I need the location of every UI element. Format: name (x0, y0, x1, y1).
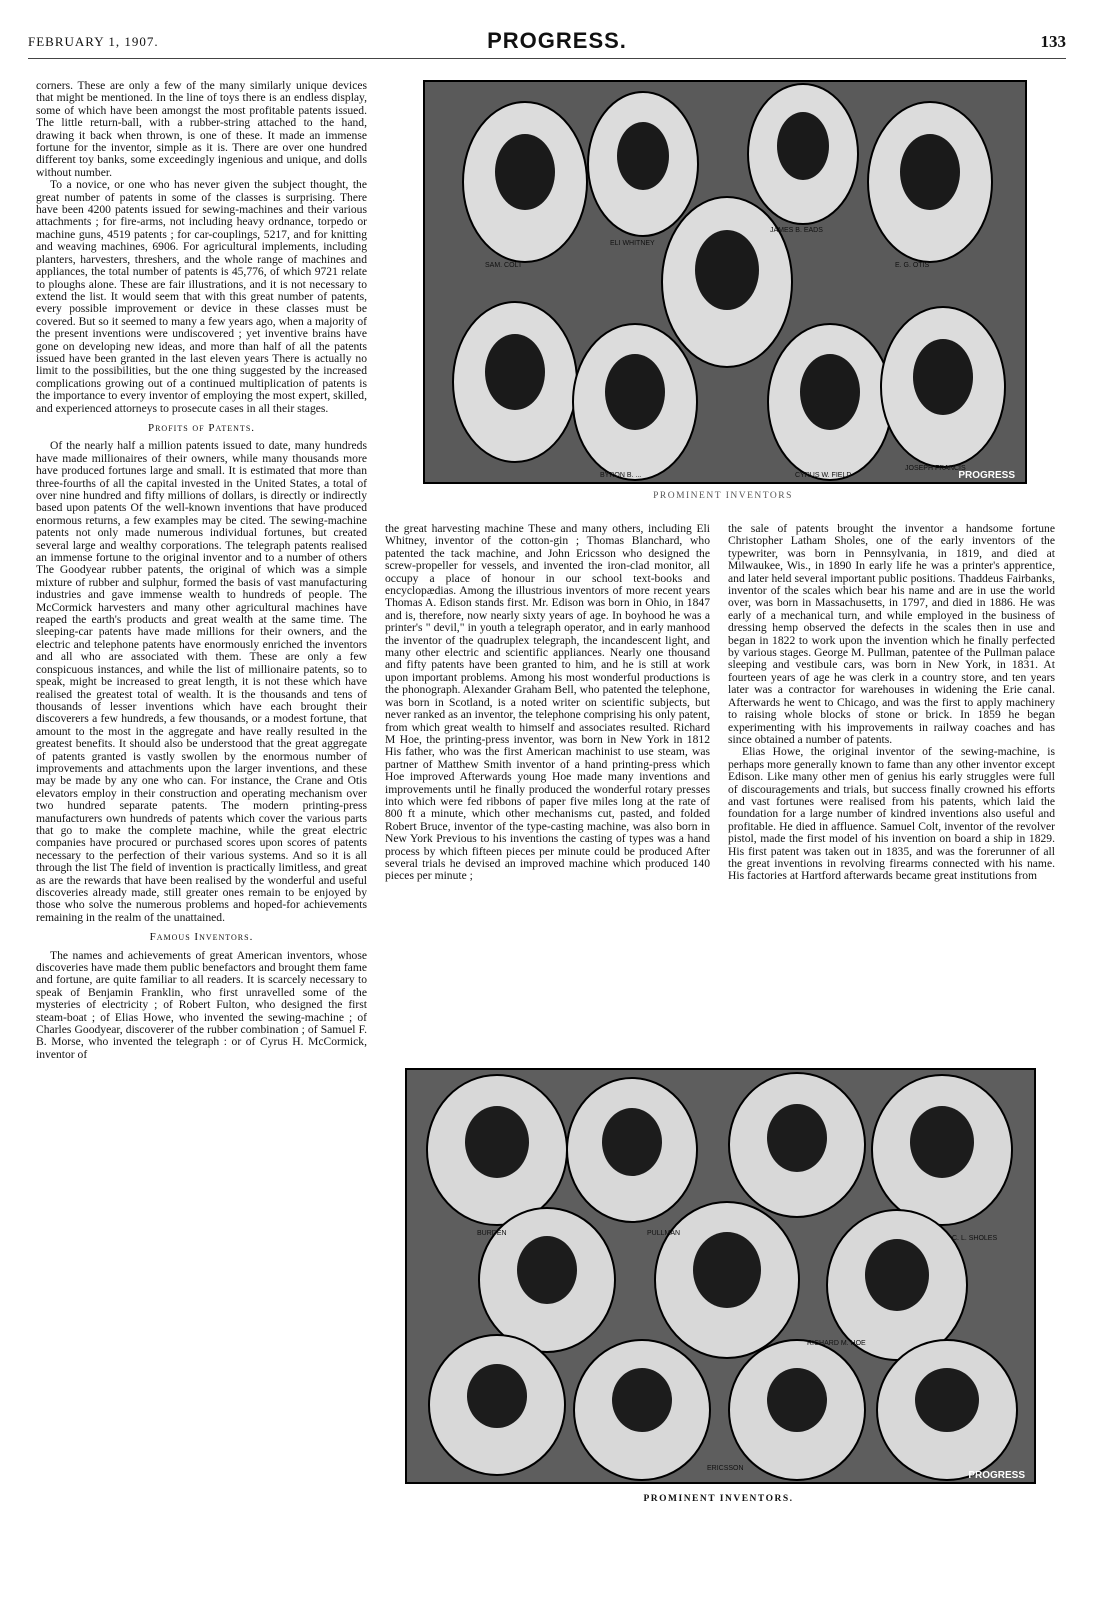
portrait-plate-bottom (405, 1068, 1036, 1484)
paragraph: the great harvesting machine These and many others, including Eli Whitney, inventor of the cotton-gin ; Thomas Blanchard, who patented the tack machine, and John Ericsson who designed the screw-propeller for vessels, and invented the iron-clad monitor, all occupy a place of honour in our school text-books and encyclopædias. Among the illustrious inventors of more recent years Thomas A. Edison stands first. Mr. Edison was born in Ohio, in 1847 and is, therefore, now nearly sixty years of age. In boyhood he was a printer's " devil," in youth a telegraph operator, and in early manhood the inventor of the quadruplex telegraph, the incandescent light, and many other electric and scientific appliances. Nearly one thousand and fifty patents have been granted to him, and he is still at work upon important problems. Among his most wonderful productions is the phonograph. Alexander Graham Bell, who patented the telephone, was born in Scotland, is a noted writer on scientific subjects, but never ranked as an inventor, the telephone comprising his only patent, from which great wealth to himself and associates resulted. Richard M Hoe, the printing-press inventor, was born in New York in 1812 His father, who was the first American machinist to use steam, was partner of Matthew Smith inventor of a hand printing-press which Hoe improved Afterwards young Hoe made many inventions and improvements until he finally produced the wonderful rotary presses into which were fed ribbons of paper five miles long at the rate of 800 ft a minute, which other mechanisms cut, pasted, and folded Robert Bruce, inventor of the type-casting machine, was also born in New York Previous to his inventions the casting of types was a hand process by which fifteen pieces per minute could be produced After several trials he devised an improved machine which produced 140 pieces per minute ; (385, 523, 710, 883)
plate-brand: PROGRESS (968, 1470, 1025, 1481)
portrait-label: JOSEPH FRANCIS (905, 465, 966, 472)
paragraph: To a novice, or one who has never given the subject thought, the great number of patents in some of the classes is surprising. There have been 4200 patents issued for sewing-machines and their various attachments ; for fire-arms, not including heavy ordnance, torpedo or machine guns, 4519 patents ; for car-couplings, 5217, and for knitting and weaving machines, 6906. For agricultural implements, including planters, harvesters, threshers, and the whole range of machines and appliances, the total number of patents is 45,776, of which 9721 relate to ploughs alone. These are fair illustrations, and it is not necessary to extend the list. It would seem that with this great number of patents, every possible improvement or device in these classes must be covered. But so it seemed to many a few years ago, when a majority of the present inventions were undiscovered ; yet inventive brains have gone on developing new ideas, and more than half of all the patents issued have been granted in the last eleven years There is actually no limit to the possibilities, but the one thing suggested by the increased complications growing out of a continued multiplication of patents is the importance to every inventor of employing the most expert, skilled, and experienced attorneys to prosecute cases in all their stages. (36, 178, 367, 415)
page-header (0, 0, 1114, 62)
portrait-label: BURDEN (477, 1230, 507, 1237)
page-number: 133 (1040, 32, 1066, 51)
portrait-label: E. G. OTIS (895, 262, 930, 269)
text-column-left (36, 80, 367, 1510)
portrait-label: SAM. COLT (485, 262, 523, 269)
section-heading-profits: Profits of Patents. (147, 421, 256, 434)
paragraph: Of the nearly half a million patents issued to date, many hundreds have made millionaires of their owners, while many thousands more have produced fortunes large and small. It is estimated that more than three-fourths of all the capital invested in the United States, a total of over nine hundred and fifty millions of dollars, is directly or indirectly based upon patents Of the well-known inventions that have produced enormous returns, a few examples may be cited. The sewing-machine patents not only made numerous individual fortunes, but created several large and wealthy corporations. The telegraph patents realised an immense fortune to the original inventor and to a number of others The Goodyear rubber patents, the original of which was a simple mixture of rubber and sulphur, formed the basis of vast manufacturing industries and gave immense wealth to hundreds of people. The McCormick harvesters and many other agricultural machines have reaped the earth's products and great wealth at the same time. The sleeping-car patents have made millions for their owners, and the electric and telephone patents have enormously enriched the inventors and all who are associated with them. These are only a few conspicuous instances, and while the list of millionaire patents, so to speak, might be increased to great length, it is not these which have realised the greatest total of wealth. It is the thousands and tens of thousands of lesser inventions which have each brought their discoverers a few hundreds, a few thousands, or a modest fortune, that amount to the most in the aggregate and have really resulted in the greatest benefits. It should also be understood that the great aggregate of patents granted is vastly swollen by the enormous number of improvements and attachments upon the larger inventions, and these may be made by any one who can. For instance, the Crane and Otis elevators employ in their construction and operating mechanism over two hundred separate patents. The modern printing-press manufacturers own hundreds of patents which cover the various parts that go to make the complete machine, while the great electric companies have procured or purchased scores upon scores of patents necessary to the perfection of their various systems. And so it is all through the list The field of invention is practically limitless, and great as are the rewards that have been realised by the wonderful and useful discoveries already made, still greater ones remain to be enjoyed by those who solve the numerous problems and hoped-for achievements remaining in the realm of the unattained. (36, 439, 367, 924)
portrait-label: C. L. SHOLES (952, 1235, 998, 1242)
publication-title: PROGRESS. (487, 28, 627, 53)
portrait-label: BYRON B. ... (600, 472, 642, 479)
plate-brand: PROGRESS (958, 470, 1015, 481)
portrait-label: ELI WHITNEY (610, 240, 655, 247)
plate-caption-top: PROMINENT INVENTORS (653, 491, 793, 501)
portrait-label: RICHARD M. HOE (807, 1340, 866, 1347)
text-column-right (728, 523, 1055, 1048)
portrait-label: JAMES B. EADS (770, 227, 823, 234)
paragraph: the sale of patents brought the inventor a handsome fortune Christopher Latham Sholes, one of the early inventors of the typewriter, was born in Pennsylvania, in 1819, and died at Milwaukee, Wis., in 1890 In early life he was a printer's apprentice, and later held several important public positions. Thaddeus Fairbanks, inventor of the scales which bear his name and are in use the world over, was born in Massachusetts, in 1797, and died in 1886. He was early of a mechanical turn, and while employed in the business of dressing hemp observed the defects in the scales then in use and began in 1822 to work upon the invention which he finally perfected by various stages. George M. Pullman, patentee of the Pullman palace sleeping and vestibule cars, was born in New York, in 1831. At fourteen years of age he was clerk in a country store, and ten years later was a contractor for warehouses in widening the Erie canal. Afterwards he went to Chicago, and was the first to apply machinery to raising whole blocks of stone or brick. In 1859 he began experimenting with his improvements in railway coaches and has since obtained a number of patents. (728, 523, 1055, 746)
issue-date: FEBRUARY 1, 1907. (28, 34, 159, 49)
paragraph: The names and achievements of great American inventors, whose discoveries have made them public benefactors and brought them fame and fortune, are quite familiar to all readers. It is scarcely necessary to speak of Benjamin Franklin, who first unravelled some of the mysteries of electricity ; of Robert Fulton, who designed the first steam-boat ; of Elias Howe, who invented the sewing-machine ; of Charles Goodyear, discoverer of the rubber combination ; of Samuel F. B. Morse, who invented the telegraph : or of Cyrus H. McCormick, inventor of (36, 948, 367, 1061)
section-heading-famous: Famous Inventors. (149, 931, 254, 944)
portrait-collage-illustration (425, 82, 1025, 482)
plate-caption-bottom: PROMINENT INVENTORS. (643, 1494, 794, 1504)
header-rule (28, 58, 1066, 59)
text-column-middle (385, 523, 710, 1048)
portrait-label: ERICSSON (707, 1465, 744, 1472)
portrait-label: PULLMAN (647, 1230, 681, 1237)
portrait-label: CYRUS W. FIELD (795, 472, 852, 479)
portrait-plate-top (423, 80, 1027, 484)
paragraph: corners. These are only a few of the many similarly unique devices that might be mentioned. In the line of toys there is an endless display, some of which have been amongst the most profitable patents issued. The little return-ball, with a rubber-string attached to the hand, drawing it back when thrown, is one of these. It made an immense fortune for the inventor, simple as it is. There are over one hundred different toy banks, some exceedingly ingenious and unique, and dolls without number. (36, 80, 367, 179)
portrait-collage-illustration (407, 1070, 1034, 1482)
paragraph: Elias Howe, the original inventor of the sewing-machine, is perhaps more generally known to fame than any other inventor except Edison. Like many other men of genius his early struggles were full of discouragements and trials, but success finally crowned his efforts and vast fortunes were realised from his patents, which laid the foundation for a large number of kindred inventions also useful and profitable. He died in affluence. Samuel Colt, inventor of the revolver pistol, made the first model of his invention on board a ship in 1829. His first patent was taken out in 1835, and was the forerunner of all the great inventions in revolving firearms connected with his name. His factories at Hartford afterwards became great institutions from (728, 745, 1055, 883)
